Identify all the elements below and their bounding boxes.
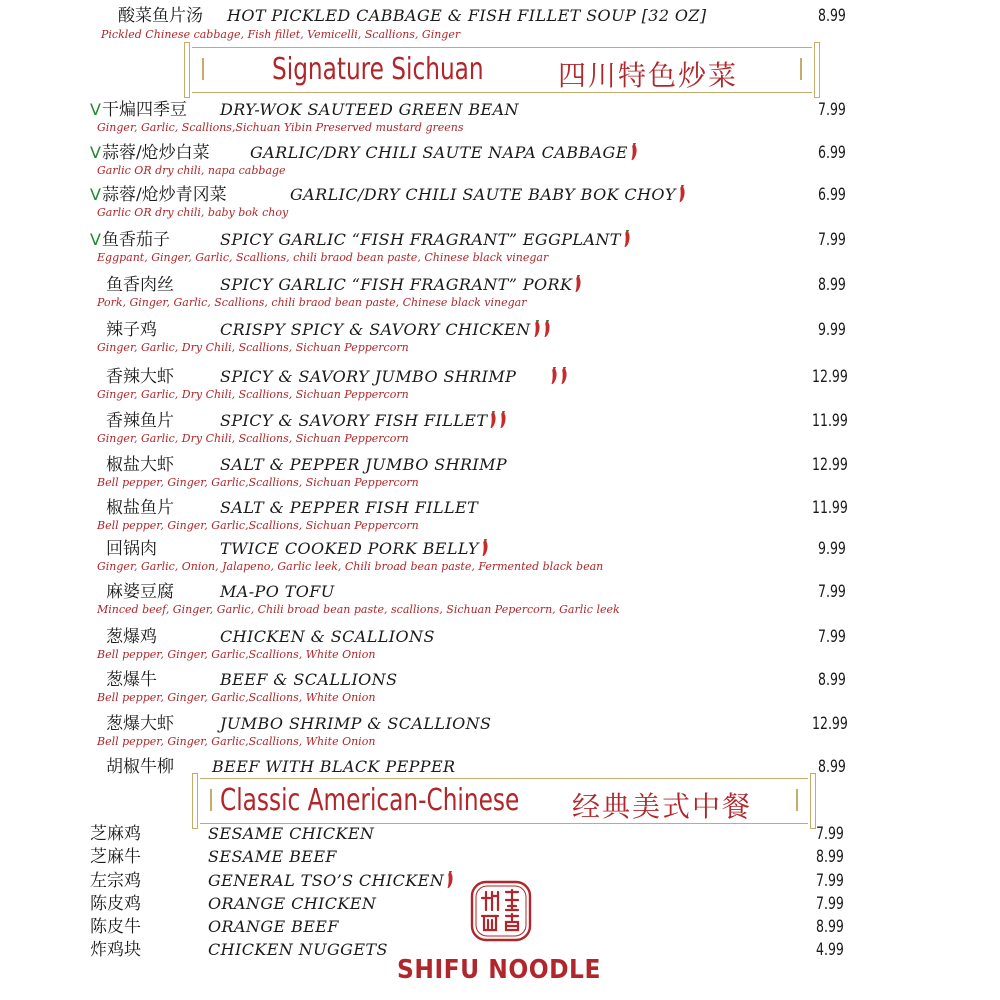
item-zh-text: 干煸四季豆 — [101, 100, 187, 120]
chili-pepper-icon — [532, 320, 541, 338]
item-en-text: SPICY GARLIC “FISH FRAGRANT” EGGPLANT — [220, 230, 621, 249]
banner-cap-right — [810, 773, 816, 829]
item-en-text: GENERAL TSO’S CHICKEN — [208, 871, 445, 890]
item-price: 8.99 — [818, 757, 846, 777]
item-description: Garlic OR dry chili, napa cabbage — [97, 164, 286, 177]
item-price: 7.99 — [818, 582, 846, 602]
item-en-text: SALT & PEPPER JUMBO SHRIMP — [220, 455, 508, 474]
item-en-name — [208, 847, 337, 867]
item-description: Garlic OR dry chili, baby bok choy — [97, 206, 289, 219]
item-zh-text: 辣子鸡 — [106, 320, 157, 340]
item-description: Ginger, Garlic, Scallions,Sichuan Yibin Preserved mustard greens — [97, 121, 464, 134]
item-en-name — [212, 757, 456, 777]
item-zh-name — [90, 230, 170, 250]
item-price: 11.99 — [812, 411, 848, 431]
item-description: Bell pepper, Ginger, Garlic,Scallions, Sichuan Peppercorn — [97, 519, 419, 532]
vegetarian-icon: V — [90, 100, 101, 119]
item-en-text: CHICKEN NUGGETS — [208, 940, 388, 959]
item-description: Bell pepper, Ginger, Garlic,Scallions, Sichuan Peppercorn — [97, 476, 419, 489]
banner-cap-left — [192, 773, 198, 829]
item-zh-name: 炸鸡块 — [90, 940, 141, 960]
item-zh-name — [106, 670, 157, 690]
brand-name: SHIFU NOODLE — [397, 955, 601, 985]
section-title-zh: 经典美式中餐 — [572, 790, 753, 823]
item-en-name — [220, 539, 489, 559]
item-price: 7.99 — [816, 871, 844, 891]
section-banner-classic-american-chinese — [200, 778, 808, 824]
item-description: Minced beef, Ginger, Garlic, Chili broad bean paste, scallions, Sichuan Pepercorn, Garlic leek — [97, 603, 620, 616]
item-price: 7.99 — [818, 627, 846, 647]
item-zh-name — [106, 367, 174, 387]
item-description: Bell pepper, Ginger, Garlic,Scallions, White Onion — [97, 691, 376, 704]
chili-pepper-icon — [629, 143, 638, 161]
chili-pepper-icon — [677, 185, 686, 203]
item-en-name: HOT PICKLED CABBAGE & FISH FILLET SOUP [32 OZ] — [227, 6, 707, 25]
item-description: Pork, Ginger, Garlic, Scallions, chili braod bean paste, Chinese black vinegar — [97, 296, 527, 309]
item-zh-name — [106, 275, 174, 295]
item-en-text: MA-PO TOFU — [220, 582, 335, 601]
chili-pepper-icon — [573, 275, 582, 293]
item-en-text: SESAME BEEF — [208, 847, 337, 866]
item-en-name — [208, 917, 339, 937]
chili-pepper-icon — [488, 411, 497, 429]
item-zh-name — [106, 411, 174, 431]
banner-cap-right — [814, 42, 820, 98]
item-zh-name — [106, 757, 174, 777]
item-price: 7.99 — [818, 100, 846, 120]
item-zh-text: 香辣鱼片 — [106, 411, 174, 431]
chili-pepper-icon — [559, 367, 568, 385]
item-en-text: CRISPY SPICY & SAVORY CHICKEN — [220, 320, 531, 339]
item-en-name — [208, 940, 388, 960]
item-en-text: BEEF WITH BLACK PEPPER — [212, 757, 456, 776]
item-price: 11.99 — [812, 498, 848, 518]
item-zh-text: 回锅肉 — [106, 539, 157, 559]
item-zh-name: 酸菜鱼片汤 — [118, 6, 203, 26]
section-title-en: Signature Sichuan — [272, 52, 484, 87]
banner-cap-left — [184, 42, 190, 98]
item-en-name — [220, 275, 582, 295]
item-zh-text: 葱爆鸡 — [106, 627, 157, 647]
item-price: 12.99 — [812, 367, 848, 387]
item-en-text: CHICKEN & SCALLIONS — [220, 627, 435, 646]
section-banner-signature-sichuan — [192, 47, 812, 93]
chili-pepper-icon — [542, 320, 551, 338]
item-description: Ginger, Garlic, Onion, Jalapeno, Garlic leek, Chili broad bean paste, Fermented black bean — [97, 560, 604, 573]
item-en-name — [208, 871, 454, 891]
item-zh-name — [106, 455, 174, 475]
item-price: 12.99 — [812, 455, 848, 475]
item-zh-name: 陈皮鸡 — [90, 894, 141, 914]
item-price: 9.99 — [818, 539, 846, 559]
item-description: Ginger, Garlic, Dry Chili, Scallions, Sichuan Peppercorn — [97, 432, 409, 445]
item-en-text: ORANGE CHICKEN — [208, 894, 377, 913]
item-zh-text: 麻婆豆腐 — [106, 582, 174, 602]
item-en-name — [220, 670, 397, 690]
item-en-name — [220, 627, 435, 647]
item-zh-name: 陈皮牛 — [90, 917, 141, 937]
section-title-zh: 四川特色炒菜 — [558, 59, 739, 92]
item-en-text: SPICY GARLIC “FISH FRAGRANT” PORK — [220, 275, 573, 294]
item-zh-name: 左宗鸡 — [90, 871, 141, 891]
item-zh-name — [106, 320, 157, 340]
chili-pepper-icon — [480, 539, 489, 557]
item-price: 6.99 — [818, 185, 846, 205]
item-en-name — [220, 367, 568, 387]
item-description: Pickled Chinese cabbage, Fish fillet, Vemicelli, Scallions, Ginger — [101, 28, 461, 41]
item-zh-name — [90, 100, 187, 120]
item-price: 9.99 — [818, 320, 846, 340]
shifu-noodle-seal-logo — [466, 876, 536, 946]
item-en-name — [250, 143, 638, 163]
vegetarian-icon: V — [90, 185, 101, 204]
item-description: Eggpant, Ginger, Garlic, Scallions, chili braod bean paste, Chinese black vinegar — [97, 251, 549, 264]
item-price: 12.99 — [812, 714, 848, 734]
item-price: 7.99 — [816, 894, 844, 914]
item-en-name — [220, 582, 335, 602]
banner-tick-left — [202, 58, 204, 80]
item-zh-text: 胡椒牛柳 — [106, 757, 174, 777]
item-price: 6.99 — [818, 143, 846, 163]
item-price: 8.99 — [818, 670, 846, 690]
item-en-name — [220, 320, 551, 340]
item-zh-text: 葱爆大虾 — [106, 714, 174, 734]
item-zh-text: 鱼香肉丝 — [106, 275, 174, 295]
item-en-text: SALT & PEPPER FISH FILLET — [220, 498, 479, 517]
item-zh-name — [106, 627, 157, 647]
item-description: Ginger, Garlic, Dry Chili, Scallions, Sichuan Peppercorn — [97, 388, 409, 401]
item-zh-name — [106, 582, 174, 602]
item-en-text: GARLIC/DRY CHILI SAUTE NAPA CABBAGE — [250, 143, 628, 162]
item-description: Bell pepper, Ginger, Garlic,Scallions, White Onion — [97, 735, 376, 748]
item-en-text: JUMBO SHRIMP & SCALLIONS — [220, 714, 492, 733]
item-en-name — [220, 455, 507, 475]
item-zh-name — [106, 498, 174, 518]
item-zh-name: 芝麻鸡 — [90, 824, 141, 844]
item-price: 8.99 — [818, 275, 846, 295]
chili-pepper-icon — [549, 367, 558, 385]
item-zh-name — [90, 185, 227, 205]
item-zh-name — [106, 714, 174, 734]
item-zh-text: 蒜蓉/炝炒白菜 — [101, 143, 210, 163]
item-zh-text: 椒盐鱼片 — [106, 498, 174, 518]
item-zh-name — [106, 539, 157, 559]
item-en-text: TWICE COOKED PORK BELLY — [220, 539, 479, 558]
banner-tick-right — [800, 58, 802, 80]
item-en-name — [220, 714, 491, 734]
item-en-text: DRY-WOK SAUTEED GREEN BEAN — [220, 100, 519, 119]
banner-tick-left — [210, 789, 212, 811]
chili-pepper-icon — [445, 871, 454, 889]
item-description: Ginger, Garlic, Dry Chili, Scallions, Sichuan Peppercorn — [97, 341, 409, 354]
item-description: Bell pepper, Ginger, Garlic,Scallions, White Onion — [97, 648, 376, 661]
vegetarian-icon: V — [90, 143, 101, 162]
item-en-text: SPICY & SAVORY JUMBO SHRIMP — [220, 367, 517, 386]
banner-tick-right — [796, 789, 798, 811]
item-price: 7.99 — [816, 824, 844, 844]
item-zh-text: 椒盐大虾 — [106, 455, 174, 475]
item-en-name — [220, 230, 631, 250]
item-price: 8.99 — [818, 6, 846, 26]
section-title-en: Classic American-Chinese — [220, 783, 520, 818]
item-price: 8.99 — [816, 917, 844, 937]
item-zh-text: 鱼香茄子 — [101, 230, 170, 250]
item-en-name — [220, 498, 478, 518]
chili-pepper-icon — [622, 230, 631, 248]
item-en-name — [208, 894, 376, 914]
item-en-name — [290, 185, 686, 205]
vegetarian-icon: V — [90, 230, 101, 249]
item-price: 4.99 — [816, 940, 844, 960]
item-en-name — [208, 824, 374, 844]
chili-pepper-icon — [498, 411, 507, 429]
item-en-text: ORANGE BEEF — [208, 917, 339, 936]
item-en-name — [220, 100, 519, 120]
item-en-name — [220, 411, 507, 431]
item-en-text: BEEF & SCALLIONS — [220, 670, 398, 689]
item-zh-text: 蒜蓉/炝炒青冈菜 — [101, 185, 227, 205]
item-zh-text: 葱爆牛 — [106, 670, 157, 690]
item-en-text: SESAME CHICKEN — [208, 824, 375, 843]
item-en-text: GARLIC/DRY CHILI SAUTE BABY BOK CHOY — [290, 185, 676, 204]
item-en-text: SPICY & SAVORY FISH FILLET — [220, 411, 488, 430]
item-zh-text: 香辣大虾 — [106, 367, 174, 387]
item-zh-name — [90, 143, 210, 163]
item-price: 7.99 — [818, 230, 846, 250]
item-price: 8.99 — [816, 847, 844, 867]
item-zh-name: 芝麻牛 — [90, 847, 141, 867]
